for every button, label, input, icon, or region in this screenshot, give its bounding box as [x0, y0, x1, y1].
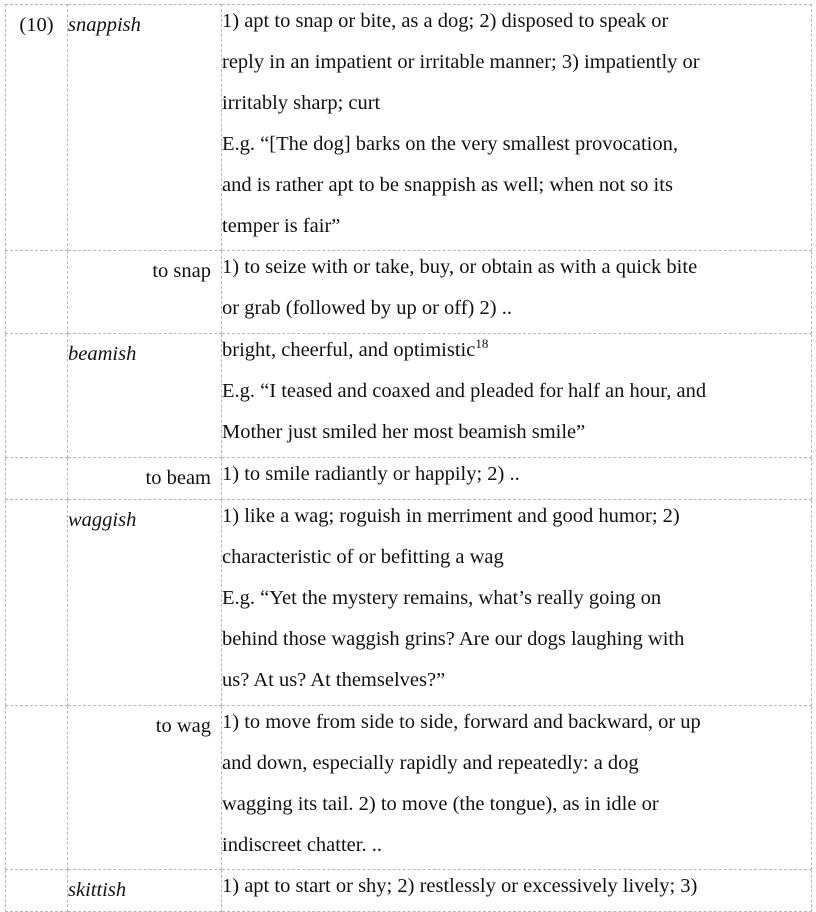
headword: skittish: [68, 870, 222, 912]
entry-row-to-wag: [6, 706, 812, 870]
definition-text: bright, cheerful, and optimistic: [222, 339, 476, 361]
example-number: (10): [6, 5, 68, 251]
definition-line: 1) to seize with or take, buy, or obtain as with a quick bite: [222, 256, 698, 278]
definition-line: irritably sharp; curt: [222, 92, 381, 114]
entry-row-waggish: [6, 500, 812, 706]
empty-number-cell: [6, 870, 68, 912]
definition-cell: [222, 870, 812, 912]
example-line: Mother just smiled her most beamish smile”: [222, 421, 586, 443]
definition-cell: [222, 706, 812, 870]
definition-line: reply in an impatient or irritable manner; 3) impatiently or: [222, 51, 700, 73]
headword: to beam: [68, 458, 222, 500]
headword: beamish: [68, 334, 222, 458]
gloss-table: [5, 4, 812, 912]
empty-number-cell: [6, 334, 68, 458]
empty-number-cell: [6, 458, 68, 500]
definition-line: 1) like a wag; roguish in merriment and good humor; 2): [222, 505, 680, 527]
definition-cell: [222, 5, 812, 251]
example-line: behind those waggish grins? Are our dogs laughing with: [222, 628, 685, 650]
headword: to snap: [68, 251, 222, 334]
example-line: temper is fair”: [222, 215, 341, 237]
example-line: E.g. “[The dog] barks on the very smallest provocation,: [222, 133, 678, 155]
definition-line: [222, 330, 811, 371]
headword: waggish: [68, 500, 222, 706]
definition-cell: [222, 251, 812, 334]
definition-line: characteristic of or befitting a wag: [222, 546, 504, 568]
empty-number-cell: [6, 251, 68, 334]
definition-cell: [222, 500, 812, 706]
entry-row-snappish: [6, 5, 812, 251]
example-line: and is rather apt to be snappish as well; when not so its: [222, 174, 673, 196]
entry-row-beamish: [6, 334, 812, 458]
empty-number-cell: [6, 500, 68, 706]
example-line: us? At us? At themselves?”: [222, 669, 446, 691]
definition-line: wagging its tail. 2) to move (the tongue), as in idle or: [222, 793, 659, 815]
definition-line: 1) to move from side to side, forward and backward, or up: [222, 711, 701, 733]
entry-row-skittish: [6, 870, 812, 912]
footnote-marker[interactable]: 18: [475, 336, 489, 351]
headword: to wag: [68, 706, 222, 870]
definition-line: and down, especially rapidly and repeatedly: a dog: [222, 752, 639, 774]
definition-line: indiscreet chatter. ..: [222, 834, 382, 856]
definition-line: 1) to smile radiantly or happily; 2) ..: [222, 463, 520, 485]
example-line: E.g. “Yet the mystery remains, what’s really going on: [222, 587, 662, 609]
definition-line: 1) apt to start or shy; 2) restlessly or excessively lively; 3): [222, 875, 698, 897]
example-line: E.g. “I teased and coaxed and pleaded for half an hour, and: [222, 380, 707, 402]
definition-cell: [222, 334, 812, 458]
definition-line: 1) apt to snap or bite, as a dog; 2) disposed to speak or: [222, 10, 669, 32]
definition-cell: [222, 458, 812, 500]
entry-row-to-snap: [6, 251, 812, 334]
empty-number-cell: [6, 706, 68, 870]
entry-row-to-beam: [6, 458, 812, 500]
definition-line: or grab (followed by up or off) 2) ..: [222, 297, 512, 319]
headword: snappish: [68, 5, 222, 251]
